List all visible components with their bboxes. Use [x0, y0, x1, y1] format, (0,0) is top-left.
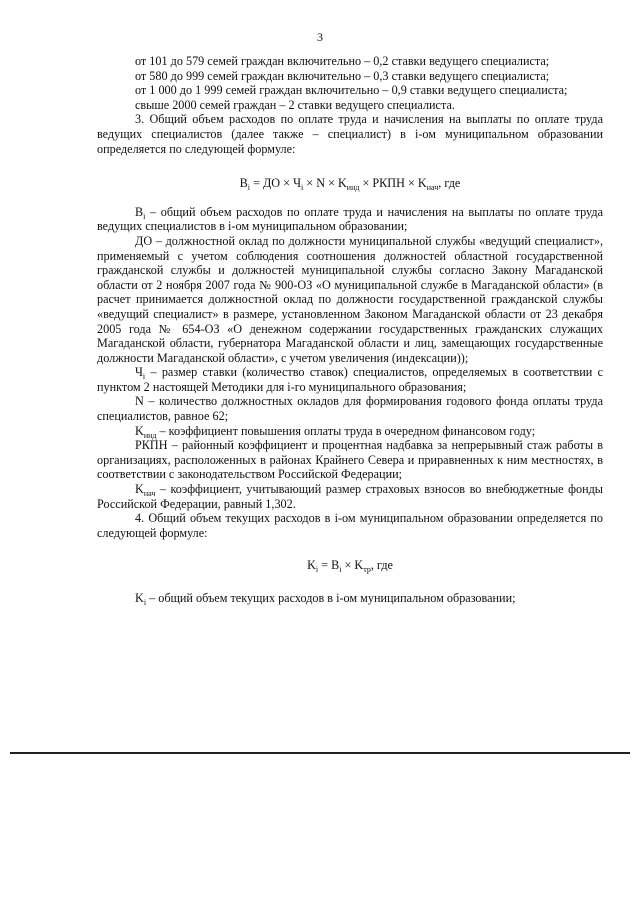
formula-current-expenses: $K_i = B_i \times K_{тр}$, где — [307, 558, 393, 575]
definition-rkpn: РКПН – районный коэффициент и процентная надбавка за непрерывный стаж работы в организациях, расположенных в районах Крайнего Севера и приравненных к ним местностях, в соответствии с законодательством Российской Федерации; — [97, 438, 603, 482]
paragraph-rate-1000-1999: от 1 000 до 1 999 семей граждан включительно – 0,9 ставки ведущего специалиста; — [135, 83, 568, 98]
definition-ki: $K_i$ – общий объем текущих расходов в i-ом муниципальном образовании; — [135, 591, 516, 607]
definition-k-ind: $K_{инд}$ – коэффициент повышения оплаты труда в очередном финансовом году; — [135, 423, 536, 440]
definition-chi: $Ч_i$ – размер ставки (количество ставок) специалистов, определяемых в соответствии с пунктом 2 настоящей Методики для i-го муниципального образования; — [97, 365, 603, 394]
page-number: 3 — [317, 30, 323, 44]
paragraph-section-4: 4. Общий объем текущих расходов в i-ом муниципальном образовании определяется по следующей формуле: — [97, 511, 603, 540]
paragraph-section-3: 3. Общий объем расходов по оплате труда и начисления на выплаты по оплате труда ведущих специалистов (далее также – специалист) в i-ом муниципальном образовании определяется по следующей формуле: — [97, 112, 603, 156]
definition-bi: $B_i$ – общий объем расходов по оплате труда и начисления на выплаты по оплате труда ведущих специалистов в i-ом муниципальном образовании; — [97, 204, 603, 234]
definition-k-nach: $K_{нач}$ – коэффициент, учитывающий размер страховых взносов во внебюджетные фонды Российской Федерации, равный 1,302. — [97, 482, 603, 511]
document-body — [97, 54, 603, 606]
scan-edge-line — [10, 752, 630, 754]
formula-total-labor-expenses: $B_i$ = ДО × $Ч_i \times N \times K_{инд}$ × РКПН × $K_{нач}$, где — [239, 176, 461, 193]
definition-n: N – количество должностных окладов для формирования годового фонда оплаты труда специалистов, равное 62; — [97, 394, 603, 424]
paragraph-rate-101-579: от 101 до 579 семей граждан включительно – 0,2 ставки ведущего специалиста; — [135, 54, 550, 68]
definition-do: ДО – должностной оклад по должности муниципальной службы «ведущий специалист», применяемый с учетом соблюдения соотношения должностей областной государственной гражданской службы и должностей муниципальной службы согласно Закону Магаданской области от 2 ноября 2007 года № 900-ОЗ «О муниципальной службе в Магаданской области» (в расчет принимается должностной оклад по должности государственной гражданской службы «ведущий специалист» в размере, установленном Законом Магаданской области от 23 декабря 2005 года № 654-ОЗ «О денежном содержании государственных гражданских служащих Магаданской области, губернатора Магаданской области и лиц, замещающих государственные должности Магаданской области», с учетом увеличения (индексации)); — [97, 233, 603, 365]
paragraph-rate-580-999: от 580 до 999 семей граждан включительно – 0,3 ставки ведущего специалиста; — [135, 68, 550, 83]
paragraph-rate-over-2000: свыше 2000 семей граждан – 2 ставки ведущего специалиста. — [135, 97, 455, 112]
